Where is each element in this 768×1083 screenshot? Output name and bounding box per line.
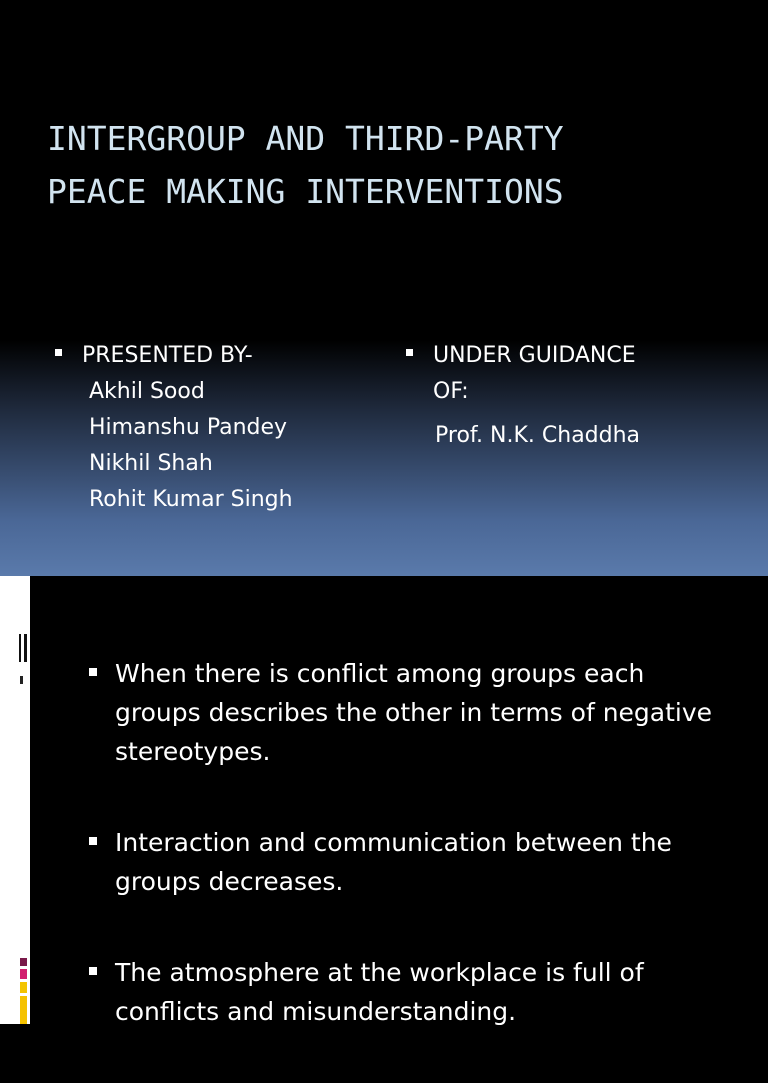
guidance-column xyxy=(406,338,746,454)
bullet-point: Interaction and communication between the groups decreases. xyxy=(88,823,728,901)
edge-mark xyxy=(24,634,27,662)
bullet-point: The atmosphere at the workplace is full of conflicts and misunderstanding. xyxy=(88,953,728,1031)
color-strip xyxy=(20,958,27,966)
slide-title xyxy=(47,112,747,218)
guide-name: Prof. N.K. Chaddha xyxy=(435,423,641,448)
bullet-point: When there is conflict among groups each groups describes the other in terms of negative stereotypes. xyxy=(88,654,728,771)
guidance-heading-line-1: UNDER GUIDANCE xyxy=(406,338,746,374)
color-strip xyxy=(20,982,27,993)
presenter-name: Nikhil Shah xyxy=(89,451,213,476)
guidance-heading-line-2: OF: xyxy=(433,379,469,404)
presenters-column xyxy=(55,338,375,518)
presenter-name: Himanshu Pandey xyxy=(89,415,288,440)
title-line-1: INTERGROUP AND THIRD-PARTY xyxy=(47,119,564,158)
content-slide xyxy=(0,576,768,1024)
edge-mark xyxy=(19,634,21,662)
slide-edge-strip xyxy=(0,576,30,1024)
presenter-name: Rohit Kumar Singh xyxy=(89,487,293,512)
edge-mark xyxy=(20,676,23,684)
bullet-list xyxy=(88,654,728,1083)
presented-by-heading: PRESENTED BY- xyxy=(55,338,375,374)
color-strip xyxy=(20,969,27,979)
title-line-2: PEACE MAKING INTERVENTIONS xyxy=(47,172,564,211)
presenter-name: Akhil Sood xyxy=(89,379,205,404)
color-strip xyxy=(20,996,27,1024)
